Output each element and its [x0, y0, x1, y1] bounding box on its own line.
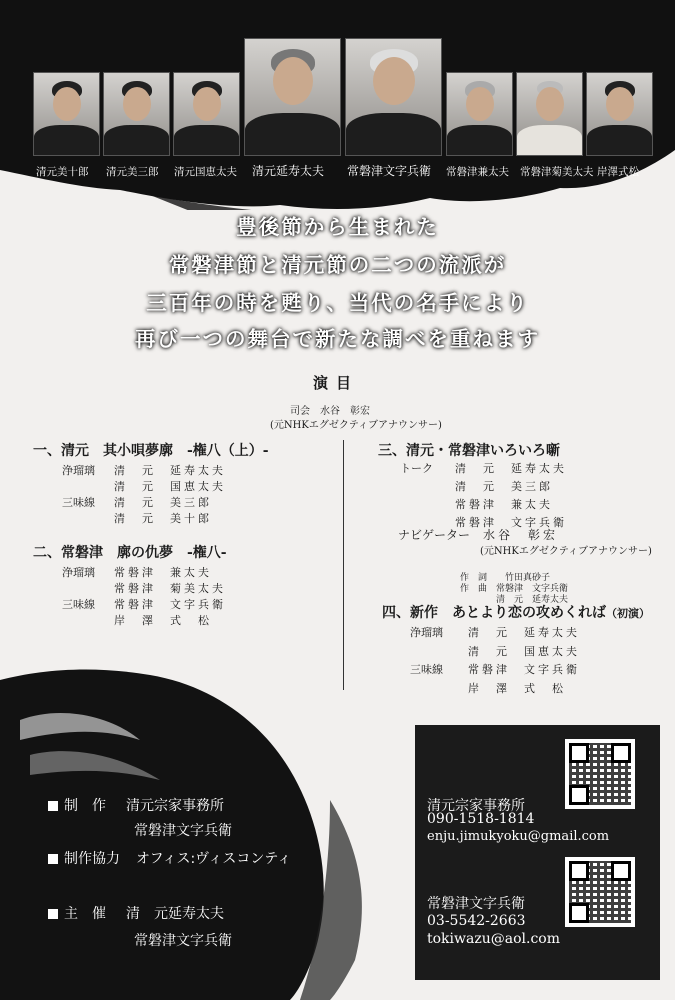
- cast-role: [410, 643, 468, 659]
- cast-row: [62, 580, 226, 596]
- cast-row: [62, 510, 212, 526]
- portrait-performer-6: [446, 72, 513, 156]
- cast-name: 常磐津 兼太夫: [455, 498, 553, 511]
- credit-line: 清 元 延寿太夫: [460, 595, 569, 605]
- cast-role: 浄瑠璃: [62, 566, 95, 579]
- program-item-4-heading: [382, 602, 650, 622]
- cast-row: [400, 496, 553, 512]
- credit-line: 作 詞 竹田真砂子: [460, 573, 551, 583]
- navigator-name: 水谷 彰宏: [483, 528, 559, 542]
- mc-note: (元NHKエグゼクティブアナウンサー): [270, 420, 442, 431]
- premiere-note: （初演）: [606, 607, 650, 620]
- portrait-performer-4: [244, 38, 341, 156]
- performer-name: 岸澤式松: [597, 166, 639, 178]
- cast-row: [62, 494, 212, 510]
- cast-name: 常磐津 文字兵衛: [468, 663, 580, 676]
- cast-row: [62, 462, 226, 478]
- cooperation-label: 制作協力: [64, 851, 120, 867]
- production-line: [48, 795, 224, 815]
- contact-email[interactable]: tokiwazu@aol.com: [427, 931, 560, 947]
- contact-org: 清元宗家事務所: [427, 798, 525, 814]
- contact-org: 常磐津文字兵衛: [427, 896, 525, 912]
- cast-role: 浄瑠璃: [410, 626, 443, 639]
- cast-name: 岸 澤 式 松: [114, 614, 212, 627]
- cooperation-value: オフィス:ヴィスコンティ: [136, 851, 292, 867]
- cast-role: 三味線: [62, 496, 95, 509]
- organizer-line-2: 常磐津文字兵衛: [134, 933, 232, 949]
- cast-role: 浄瑠璃: [62, 464, 95, 477]
- portrait-performer-8: [586, 72, 653, 156]
- lead-line-1: 豊後節から生まれた: [236, 215, 439, 239]
- cast-name: 清 元 美三郎: [114, 496, 212, 509]
- program-item-1-heading: 一、清元 其小唄夢廓 -権八（上）-: [33, 443, 269, 459]
- cast-name: 清 元 延寿太夫: [468, 626, 580, 639]
- performer-name: 清元国恵太夫: [174, 166, 237, 178]
- cast-role: [62, 510, 114, 526]
- cast-name: 常磐津 菊美太夫: [114, 582, 226, 595]
- cast-row: [410, 624, 580, 640]
- navigator-note: (元NHKエグゼクティブアナウンサー): [480, 546, 652, 557]
- cast-role: [410, 680, 468, 696]
- cast-name: 清 元 国恵太夫: [114, 480, 226, 493]
- cast-name: 清 元 延寿太夫: [455, 462, 567, 475]
- production-line-2: 常磐津文字兵衛: [134, 823, 232, 839]
- column-divider: [343, 440, 344, 690]
- cast-role: 三味線: [410, 663, 443, 676]
- cast-row: [62, 478, 226, 494]
- program-item-2-heading: 二、常磐津 廓の仇夢 -権八-: [33, 545, 227, 561]
- cast-role: [400, 478, 455, 494]
- lead-line-3: 三百年の時を甦り、当代の名手により: [146, 291, 529, 315]
- cast-role: [400, 496, 455, 512]
- contact-phone[interactable]: 090-1518-1814: [427, 811, 535, 827]
- production-value: 清元宗家事務所: [126, 798, 224, 814]
- lead-line-4: 再び一つの舞台で新たな調べを重ねます: [135, 327, 540, 351]
- cast-role: [62, 580, 114, 596]
- qr-code-icon[interactable]: [565, 857, 635, 927]
- lead-line-2: 常磐津節と清元節の二つの流派が: [168, 253, 507, 277]
- credit-line: 作 曲 常磐津 文字兵衛: [460, 584, 569, 594]
- cast-row: [410, 680, 566, 696]
- cast-name: 岸 澤 式 松: [468, 682, 566, 695]
- cast-name: 常磐津 文字兵衛: [455, 516, 567, 529]
- portrait-performer-2: [103, 72, 170, 156]
- cast-row: [400, 460, 567, 476]
- qr-code-icon[interactable]: [565, 739, 635, 809]
- navigator-label: ナビゲーター: [398, 528, 471, 542]
- program-item-3-heading: 三、清元・常磐津いろいろ噺: [378, 443, 560, 459]
- cast-role: 三味線: [62, 598, 95, 611]
- cooperation-line: [48, 848, 291, 868]
- portrait-performer-3: [173, 72, 240, 156]
- organizer-line: [48, 903, 224, 923]
- cast-name: 常磐津 文字兵衛: [114, 598, 226, 611]
- performer-name: 清元美三郎: [106, 166, 159, 178]
- cast-name: 常磐津 兼太夫: [114, 566, 212, 579]
- cast-name: 清 元 美三郎: [455, 480, 553, 493]
- cast-name: 清 元 国恵太夫: [468, 645, 580, 658]
- contact-email[interactable]: enju.jimukyoku@gmail.com: [427, 829, 610, 844]
- square-bullet-icon: [48, 801, 58, 811]
- cast-role: [62, 478, 114, 494]
- performer-name: 常磐津兼太夫: [446, 166, 509, 178]
- cast-name: 清 元 延寿太夫: [114, 464, 226, 477]
- portrait-performer-1: [33, 72, 100, 156]
- mc-line: 司会 水谷 彰宏: [290, 406, 370, 417]
- performer-name: 清元延寿太夫: [252, 164, 325, 178]
- cast-row: [400, 478, 553, 494]
- cast-name: 清 元 美十郎: [114, 512, 212, 525]
- performer-name: 常磐津菊美太夫: [520, 166, 594, 178]
- production-label: 制 作: [64, 798, 106, 814]
- performer-name: 常磐津文字兵衛: [347, 164, 432, 178]
- contact-box: [415, 725, 660, 980]
- square-bullet-icon: [48, 854, 58, 864]
- cast-row: [62, 564, 212, 580]
- navigator-row: [398, 526, 558, 543]
- square-bullet-icon: [48, 909, 58, 919]
- contact-phone[interactable]: 03-5542-2663: [427, 913, 526, 929]
- performer-name: 清元美十郎: [36, 166, 89, 178]
- portrait-performer-7: [516, 72, 583, 156]
- cast-row: [62, 612, 212, 628]
- cast-role: [62, 612, 114, 628]
- portrait-performer-5: [345, 38, 442, 156]
- cast-row: [410, 661, 580, 677]
- cast-role: トーク: [400, 462, 433, 475]
- program-title: 演目: [313, 374, 360, 392]
- cast-row: [410, 643, 580, 659]
- program-item-4-title: 四、新作 あとより恋の攻めくれば: [382, 605, 606, 621]
- cast-row: [62, 596, 226, 612]
- organizer-value: 清 元延寿太夫: [126, 906, 224, 922]
- organizer-label: 主 催: [64, 906, 106, 922]
